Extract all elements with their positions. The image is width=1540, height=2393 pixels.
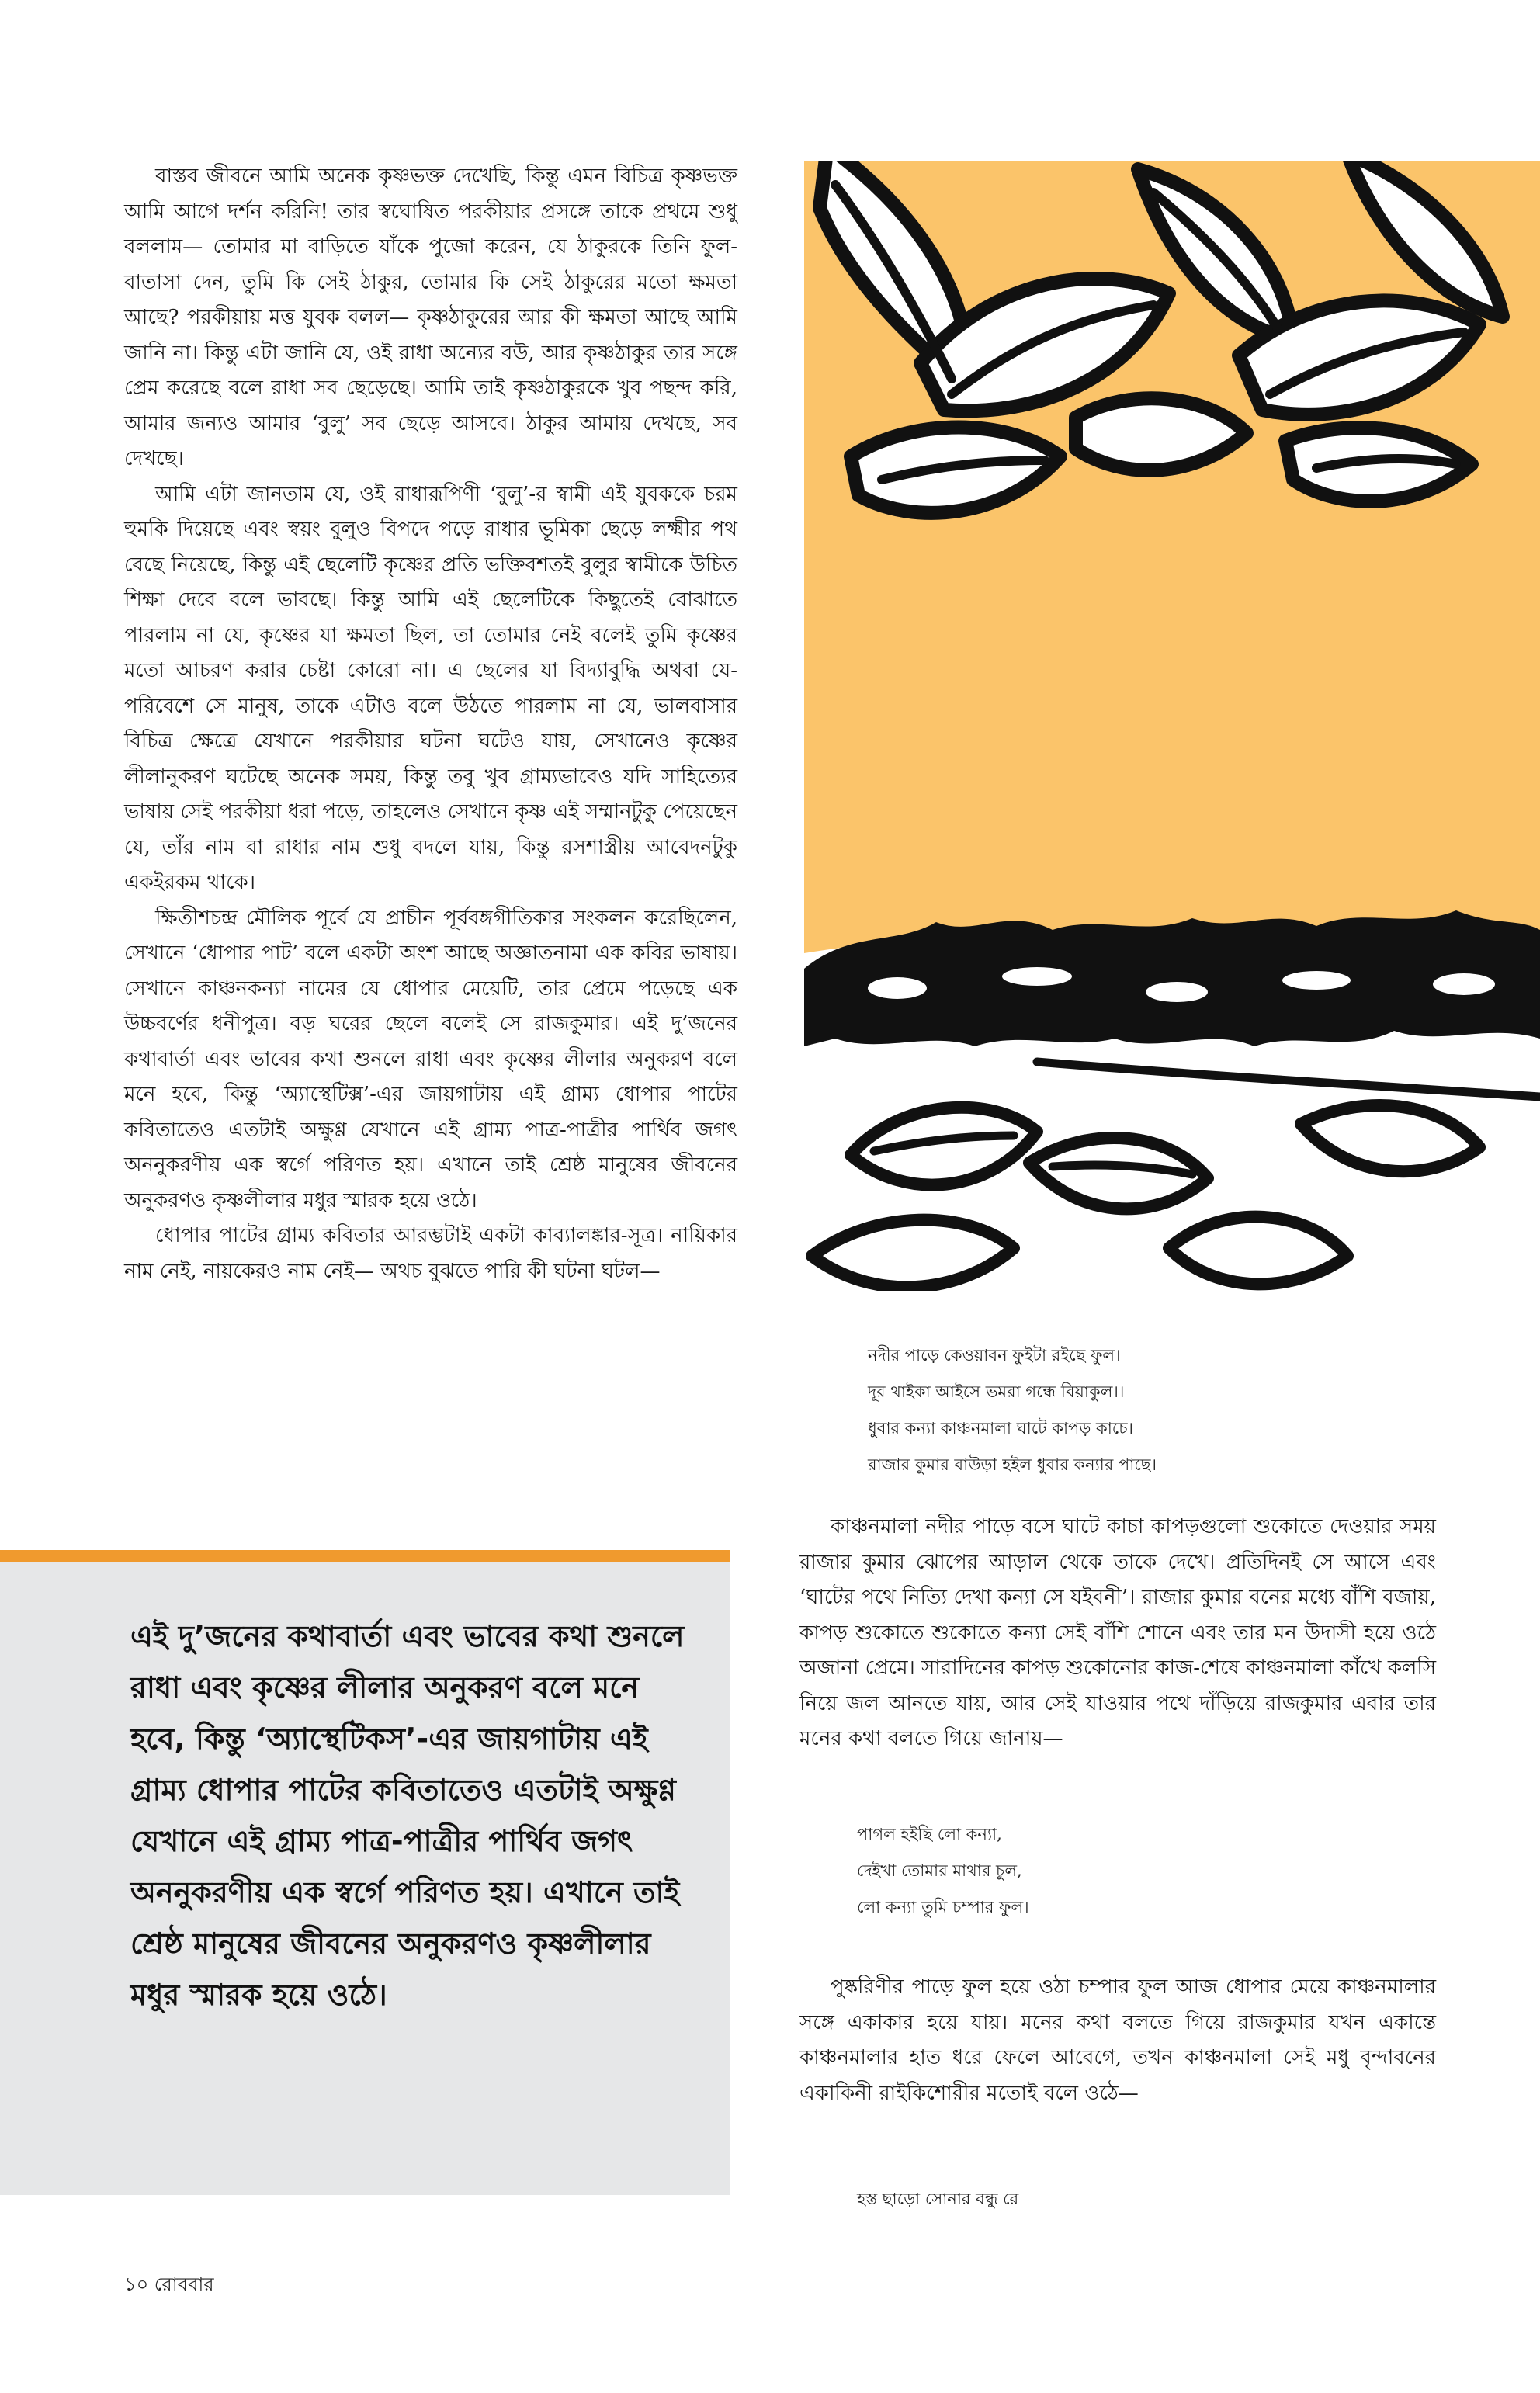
body-paragraph: বাস্তব জীবনে আমি অনেক কৃষ্ণভক্ত দেখেছি, কিন্তু এমন বিচিত্র কৃষ্ণভক্ত আমি আগে দর্শন করিনি! তার স্বঘোষিত পরকীয়ার প্রসঙ্গে তাকে প্রথমে শুধু বললাম— তোমার মা বাড়িতে যাঁকে পুজো করেন, যে ঠাকুরকে তিনি ফুল-বাতাসা দেন, তুমি কি সেই ঠাকুর, তোমার কি সেই ঠাকুরের মতো ক্ষমতা আছে? পরকীয়ায় মত্ত যুবক বলল— কৃষ্ণঠাকুরের আর কী ক্ষমতা আছে আমি জানি না। কিন্তু এটা জানি যে, ওই রাধা অন্যের বউ, আর কৃষ্ণঠাকুর তার সঙ্গে প্রেম করেছে বলে রাধা সব ছেড়েছে। আমি তাই কৃষ্ণঠাকুরকে খুব পছন্দ করি, আমার জন্যও আমার ‘বুলু’ সব ছেড়ে আসবে। ঠাকুর আমায় দেখছে, সব দেখছে। [124, 165, 737, 470]
body-paragraph: ধোপার পাটের গ্রাম্য কবিতার আরম্ভটাই একটা কাব্যালঙ্কার-সূত্র। নায়িকার নাম নেই, নায়কেরও নাম নেই— অথচ বুঝতে পারি কী ঘটনা ঘটল— [124, 1224, 737, 1283]
verse-line: লো কন্যা তুমি চম্পার ফুল। [857, 1898, 1029, 1916]
verse-line: পাগল হইছি লো কন্যা, [857, 1825, 1002, 1843]
verse-line: দেইখা তোমার মাথার চুল, [857, 1861, 1022, 1880]
pull-quote: এই দু’জনের কথাবার্তা এবং ভাবের কথা শুনলে রাধা এবং কৃষ্ণের লীলার অনুকরণ বলে মনে হবে, কিন্তু ‘অ্যাস্থেটিকস’-এর জায়গাটায় এই গ্রাম্য ধোপার পাটের কবিতাতেও এতটাই অক্ষুণ্ণ যেখানে এই গ্রাম্য পাত্র-পাত্রীর পার্থিব জগৎ অননুকরণীয় এক স্বর্গে পরিণত হয়। এখানে তাই শ্রেষ্ঠ মানুষের জীবনের অনুকরণও কৃষ্ণলীলার মধুর স্মারক হয়ে ওঠে। [130, 1619, 685, 2012]
leaf-illustration [804, 161, 1540, 1291]
body-paragraph: আমি এটা জানতাম যে, ওই রাধারূপিণী ‘বুলু’-র স্বামী এই যুবককে চরম হুমকি দিয়েছে এবং স্বয়ং বুলুও বিপদে পড়ে রাধার ভূমিকা ছেড়ে লক্ষ্মীর পথ বেছে নিয়েছে, কিন্তু এই ছেলেটি কৃষ্ণের প্রতি ভক্তিবশতই বুলুর স্বামীকে উচিত শিক্ষা দেবে বলে ভাবছে। কিন্তু আমি এই ছেলেটিকে কিছুতেই বোঝাতে পারলাম না যে, কৃষ্ণের যা ক্ষমতা ছিল, তা তোমার নেই বলেই তুমি কৃষ্ণের মতো আচরণ করার চেষ্টা কোরো না। এ ছেলের যা বিদ্যাবুদ্ধি অথবা যে-পরিবেশে সে মানুষ, তাকে এটাও বলে উঠতে পারলাম না যে, ভালবাসার বিচিত্র ক্ষেত্রে যেখানে পরকীয়ার ঘটনা ঘটেও যায়, সেখানেও কৃষ্ণের লীলানুকরণ ঘটেছে অনেক সময়, কিন্তু তবু খুব গ্রাম্যভাবেও যদি সাহিত্যের ভাষায় সেই পরকীয়া ধরা পড়ে, তাহলেও সেখানে কৃষ্ণ এই সম্মানটুকু পেয়েছেন যে, তাঁর নাম বা রাধার নাম শুধু বদলে যায়, কিন্তু রসশাস্ত্রীয় আবেদনটুকু একইরকম থাকে। [124, 482, 737, 894]
verse-line: হস্ত ছাড়ো সোনার বন্ধু রে [857, 2190, 1019, 2208]
verse-line: রাজার কুমার বাউড়া হইল ধুবার কন্যার পাছে। [868, 1455, 1157, 1474]
pull-quote-rule [0, 1550, 730, 1562]
body-paragraph: ক্ষিতীশচন্দ্র মৌলিক পূর্বে যে প্রাচীন পূর্ববঙ্গগীতিকার সংকলন করেছিলেন, সেখানে ‘ধোপার পাট’ বলে একটা অংশ আছে অজ্ঞাতনামা এক কবির ভাষায়। সেখানে কাঞ্চনকন্যা নামের যে ধোপার মেয়েটি, তার প্রেমে পড়েছে এক উচ্চবর্ণের ধনীপুত্র। বড় ঘরের ছেলে বলেই সে রাজকুমার। এই দু’জনের কথাবার্তা এবং ভাবের কথা শুনলে রাধা এবং কৃষ্ণের লীলার অনুকরণ বলে মনে হবে, কিন্তু ‘অ্যাস্থেটিক্স’-এর জায়গাটায় এই গ্রাম্য ধোপার পাটের কবিতাতেও এতটাই অক্ষুণ্ণ যেখানে এই গ্রাম্য পাত্র-পাত্রীর পার্থিব জগৎ অননুকরণীয় এক স্বর্গে পরিণত হয়। এখানে তাই শ্রেষ্ঠ মানুষের জীবনের অনুকরণও কৃষ্ণলীলার মধুর স্মারক হয়ে ওঠে। [124, 906, 737, 1212]
body-paragraph: পুষ্করিণীর পাড়ে ফুল হয়ে ওঠা চম্পার ফুল আজ ধোপার মেয়ে কাঞ্চনমালার সঙ্গে একাকার হয়ে যায়। মনের কথা বলতে গিয়ে রাজকুমার যখন একান্তে কাঞ্চনমালার হাত ধরে ফেলে আবেগে, তখন কাঞ্চনমালা সেই মধু বৃন্দাবনের একাকিনী রাইকিশোরীর মতোই বলে ওঠে— [799, 1975, 1436, 2105]
page-folio: ১০ রোববার [124, 2273, 214, 2295]
verse-line: নদীর পাড়ে কেওয়াবন ফুইটা রইছে ফুল। [868, 1346, 1121, 1365]
left-column-text [124, 159, 737, 1289]
verse-line: ধুবার কন্যা কাঞ্চনমালা ঘাটে কাপড় কাচে। [868, 1419, 1134, 1438]
right-column-text [799, 1970, 1436, 2111]
body-paragraph: কাঞ্চনমালা নদীর পাড়ে বসে ঘাটে কাচা কাপড়গুলো শুকোতে দেওয়ার সময় রাজার কুমার ঝোপের আড়াল থেকে তাকে দেখে। প্রতিদিনই সে আসে এবং ‘ঘাটের পথে নিত্যি দেখা কন্যা সে যইবনী’। রাজার কুমার বনের মধ্যে বাঁশি বজায়, কাপড় শুকোতে শুকোতে কন্যা সেই বাঁশি শোনে এবং তার মন উদাসী হয়ে ওঠে অজানা প্রেমে। সারাদিনের কাপড় শুকোনোর কাজ-শেষে কাঞ্চনমালা কাঁখে কলসি নিয়ে জল আনতে যায়, আর সেই যাওয়ার পথে দাঁড়িয়ে রাজকুমার এবার তার মনের কথা বলতে গিয়ে জানায়— [799, 1515, 1436, 1750]
verse-block [868, 1337, 1157, 1483]
verse-block [857, 1816, 1029, 1926]
verse-block [857, 2181, 1018, 2218]
verse-line: দূর থাইকা আইসে ভমরা গন্ধে বিয়াকুল।। [868, 1382, 1125, 1401]
right-column-text [799, 1510, 1436, 1757]
